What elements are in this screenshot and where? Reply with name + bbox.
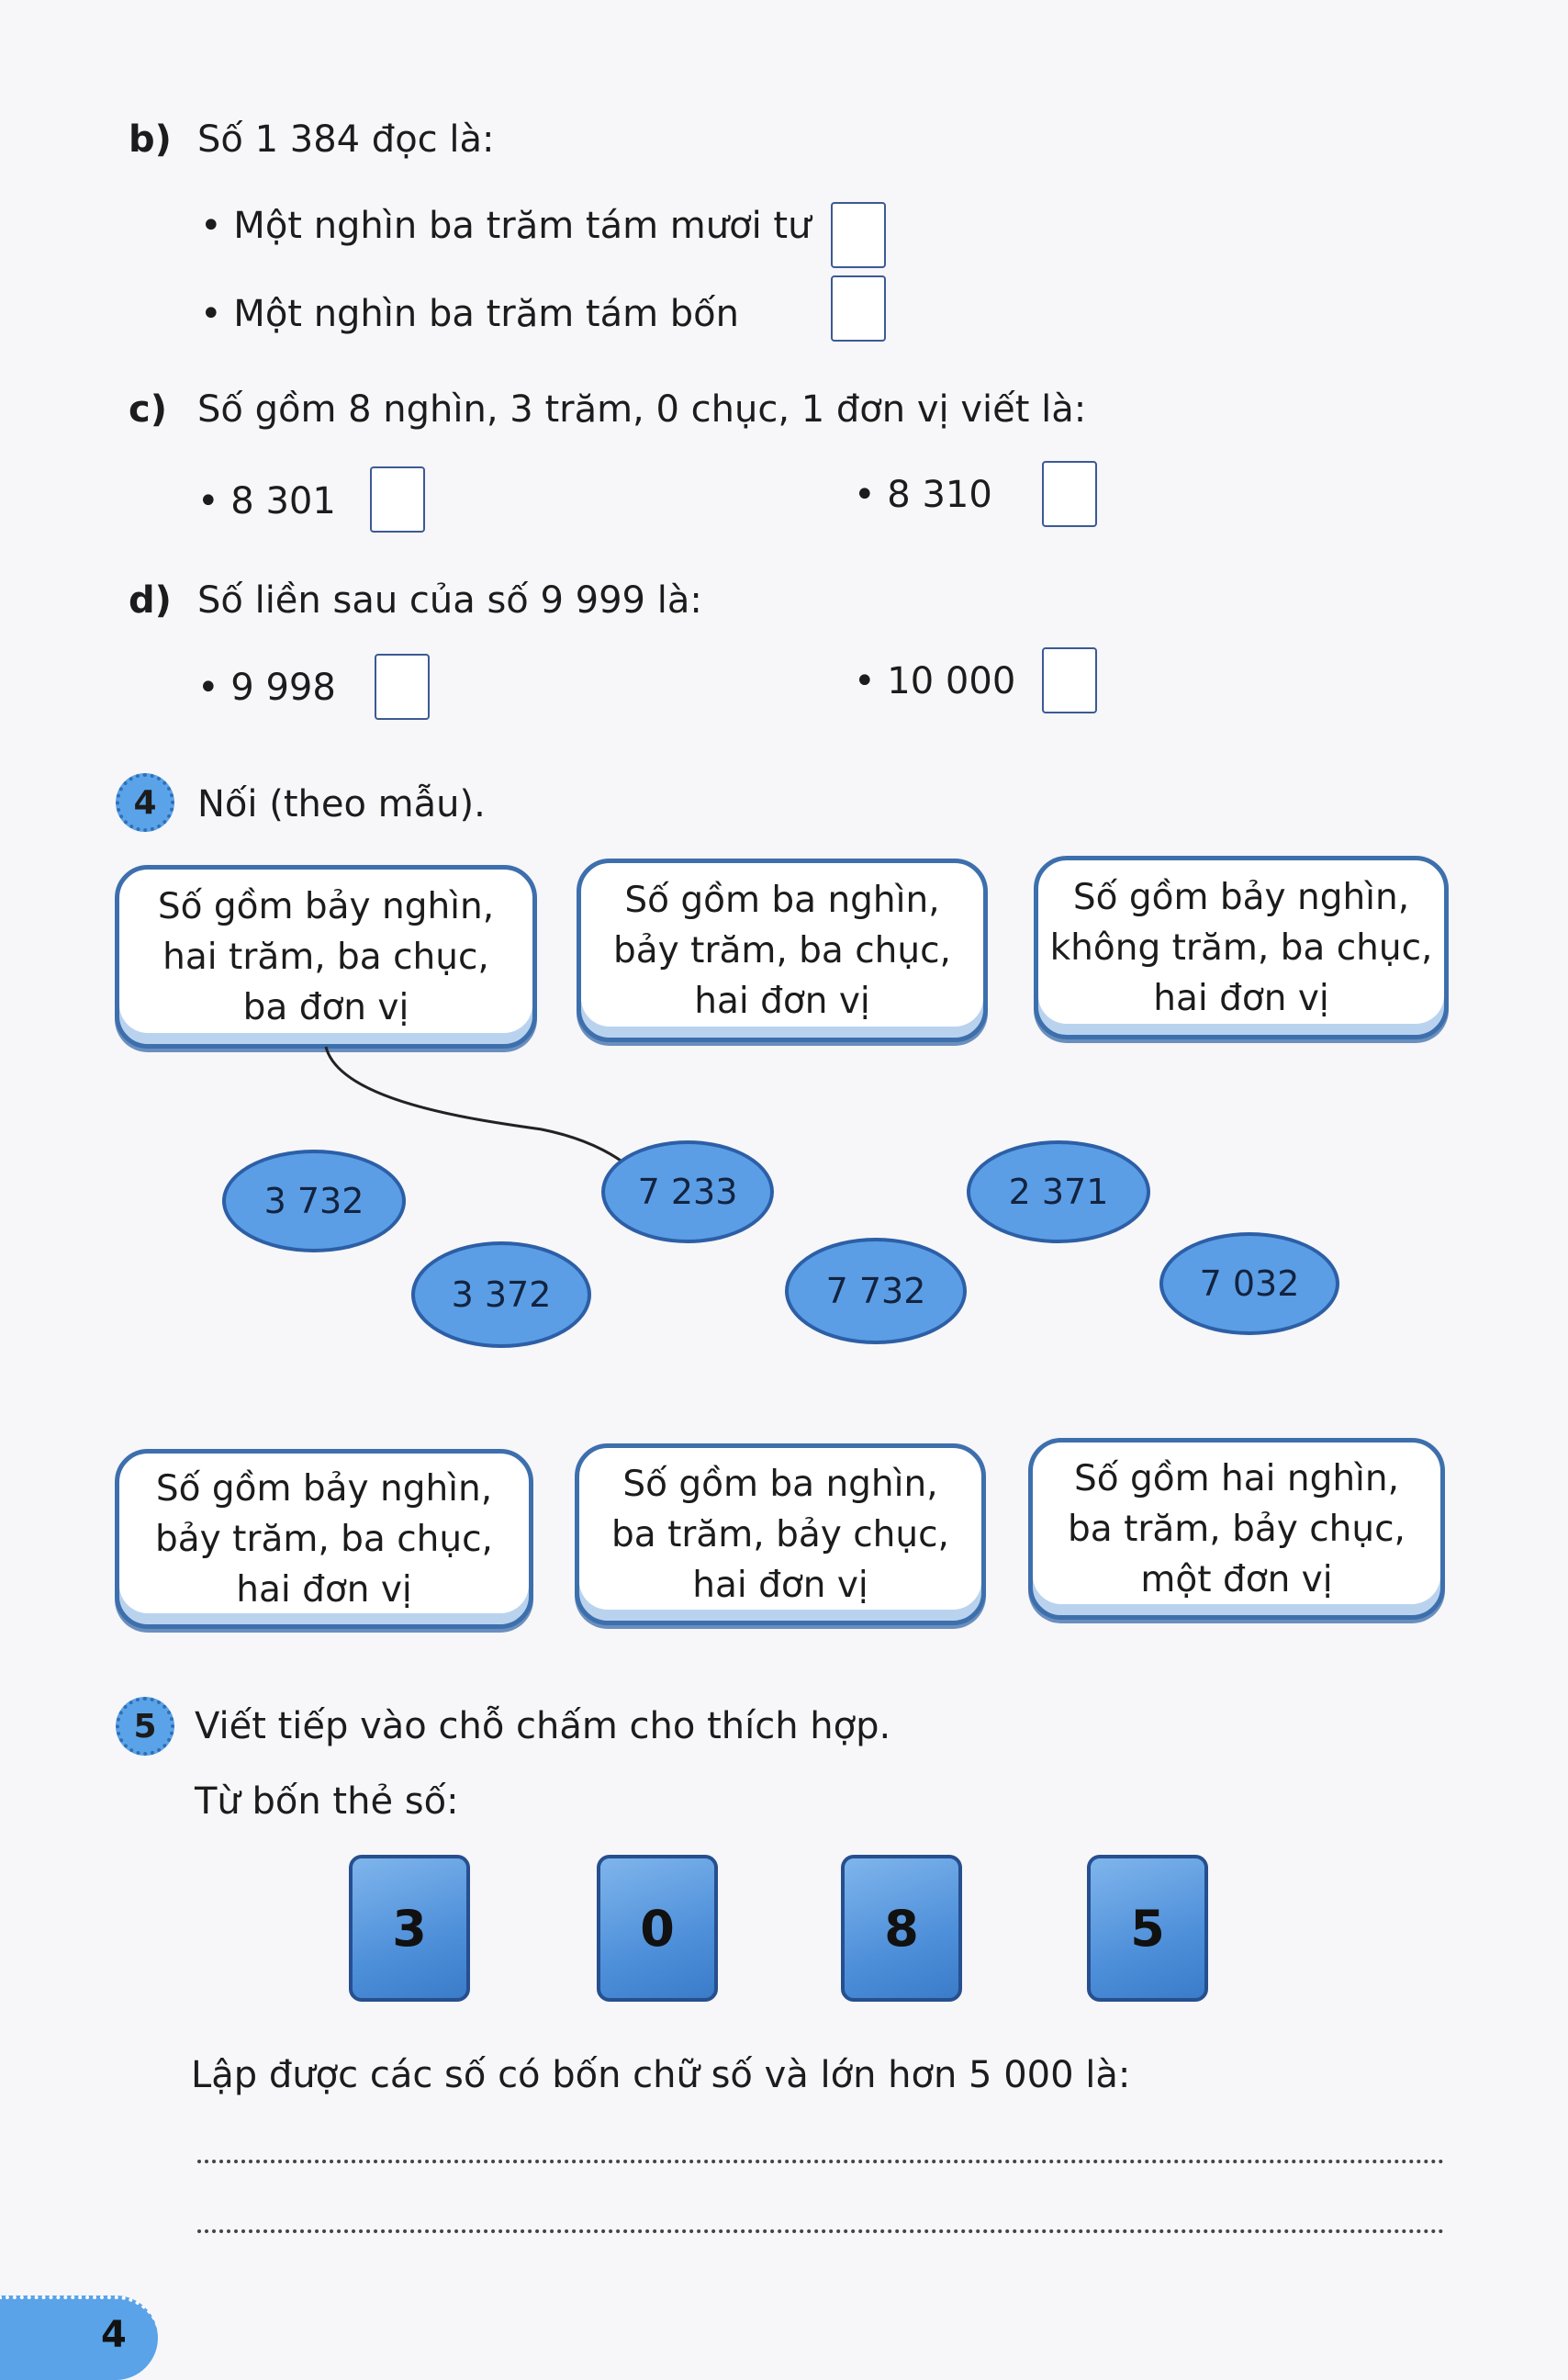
card-line: hai trăm, ba chục, bbox=[162, 936, 489, 978]
number-card-0: 0 bbox=[597, 1855, 718, 2002]
card-line: Số gồm hai nghìn, bbox=[1073, 1457, 1399, 1499]
exercise-5-intro: Từ bốn thẻ số: bbox=[195, 1780, 459, 1823]
number-oval-7032[interactable]: 7 032 bbox=[1159, 1232, 1339, 1335]
card-line: một đơn vị bbox=[1140, 1558, 1333, 1600]
number-oval-7732[interactable]: 7 732 bbox=[785, 1238, 967, 1344]
page-number-tab bbox=[0, 2296, 158, 2380]
bottom-card-2[interactable] bbox=[575, 1443, 986, 1625]
part-d-option-2: • 10 000 bbox=[854, 660, 1016, 702]
number-card-3: 3 bbox=[349, 1855, 470, 2002]
part-d-option-1: • 9 998 bbox=[197, 667, 336, 709]
number-oval-2371[interactable]: 2 371 bbox=[967, 1140, 1150, 1243]
number-card-5: 5 bbox=[1087, 1855, 1208, 2002]
card-line: bảy trăm, ba chục, bbox=[613, 929, 951, 971]
card-line: hai đơn vị bbox=[236, 1568, 412, 1611]
card-line: ba trăm, bảy chục, bbox=[611, 1513, 949, 1555]
card-line: Số gồm ba nghìn, bbox=[622, 1463, 938, 1505]
exercise-4-number-badge: 4 bbox=[116, 773, 174, 832]
bottom-card-1[interactable] bbox=[115, 1449, 533, 1629]
answer-dotted-line-2[interactable] bbox=[197, 2229, 1444, 2233]
part-c-question: Số gồm 8 nghìn, 3 trăm, 0 chục, 1 đơn vị viết là: bbox=[197, 388, 1087, 431]
card-line: ba trăm, bảy chục, bbox=[1068, 1508, 1406, 1550]
number-oval-7233[interactable]: 7 233 bbox=[601, 1140, 774, 1243]
exercise-4-instruction: Nối (theo mẫu). bbox=[197, 783, 486, 825]
bottom-card-3[interactable] bbox=[1028, 1438, 1445, 1620]
exercise-5-instruction: Viết tiếp vào chỗ chấm cho thích hợp. bbox=[195, 1705, 891, 1747]
part-b-question: Số 1 384 đọc là: bbox=[197, 118, 495, 161]
card-line: hai đơn vị bbox=[694, 980, 870, 1022]
card-line: Số gồm ba nghìn, bbox=[624, 879, 940, 921]
part-b-label: b) bbox=[129, 118, 172, 161]
card-line: hai đơn vị bbox=[1153, 977, 1329, 1019]
part-c-option-2: • 8 310 bbox=[854, 474, 992, 516]
part-b-option-1: • Một nghìn ba trăm tám mươi tư bbox=[200, 205, 812, 247]
exercise-5-prompt: Lập được các số có bốn chữ số và lớn hơn 5 000 là: bbox=[191, 2054, 1131, 2096]
part-d-question: Số liền sau của số 9 999 là: bbox=[197, 579, 702, 622]
card-line: không trăm, ba chục, bbox=[1049, 926, 1433, 969]
card-line: ba đơn vị bbox=[242, 986, 409, 1028]
exercise-5-number-badge: 5 bbox=[116, 1697, 174, 1756]
page-number: 4 bbox=[101, 2314, 127, 2356]
number-oval-3732[interactable]: 3 732 bbox=[222, 1150, 406, 1252]
answer-dotted-line-1[interactable] bbox=[197, 2160, 1444, 2163]
part-c-label: c) bbox=[129, 388, 167, 431]
part-d-label: d) bbox=[129, 579, 172, 622]
card-line: bảy trăm, ba chục, bbox=[155, 1518, 493, 1560]
card-line: Số gồm bảy nghìn, bbox=[1072, 876, 1410, 918]
part-b-option-2: • Một nghìn ba trăm tám bốn bbox=[200, 293, 739, 335]
card-line: Số gồm bảy nghìn, bbox=[155, 1467, 493, 1510]
card-line: Số gồm bảy nghìn, bbox=[157, 885, 495, 927]
card-line: hai đơn vị bbox=[692, 1564, 868, 1606]
part-c-option-1: • 8 301 bbox=[197, 480, 336, 522]
number-card-8: 8 bbox=[841, 1855, 962, 2002]
number-oval-3372[interactable]: 3 372 bbox=[411, 1241, 591, 1348]
